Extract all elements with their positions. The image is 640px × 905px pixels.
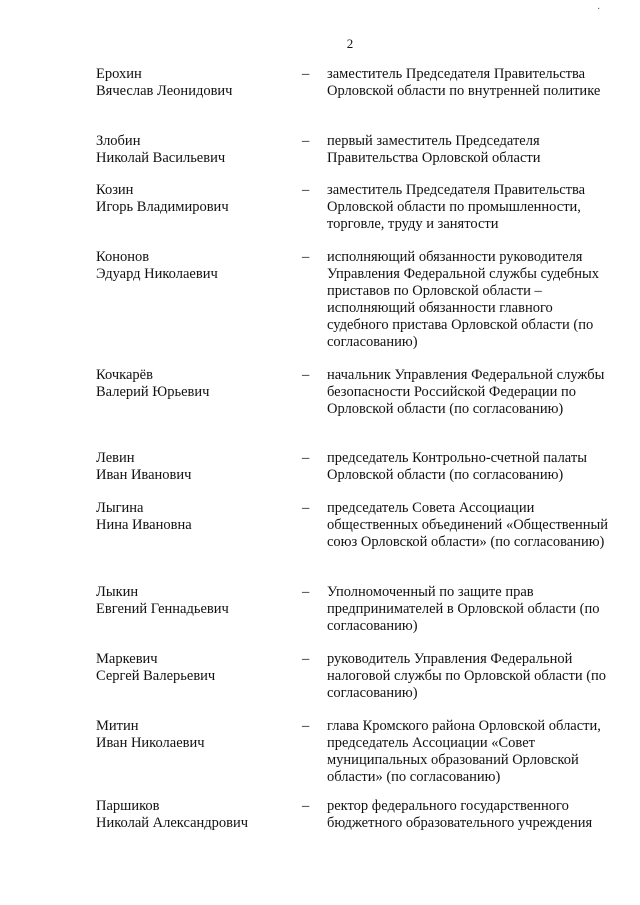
- separator-dash: –: [302, 718, 310, 734]
- member-name: [96, 66, 296, 100]
- member-surname: Лыкин: [96, 584, 139, 600]
- member-position: исполняющий обязанности руководителя Управления Федеральной службы судебных приставов по Орловской области – исполняющий обязанности главного судебного пристава Орловской области (по согласованию): [327, 249, 599, 350]
- member-given-names: Вячеслав Леонидович: [96, 83, 233, 99]
- member-name: [96, 500, 296, 534]
- member-given-names: Нина Ивановна: [96, 517, 192, 533]
- member-name: [96, 133, 296, 167]
- page-number: 2: [346, 36, 354, 51]
- separator-dash: –: [302, 66, 310, 82]
- member-given-names: Николай Васильевич: [96, 150, 226, 166]
- member-position: заместитель Председателя Правительства Орловской области по внутренней политике: [327, 66, 601, 99]
- separator-dash: –: [302, 182, 310, 198]
- member-name: [96, 798, 296, 832]
- separator-dash: –: [302, 584, 310, 600]
- member-position: руководитель Управления Федеральной налоговой службы по Орловской области (по согласованию): [327, 651, 607, 701]
- member-name: [96, 584, 296, 618]
- member-surname: Злобин: [96, 133, 141, 149]
- member-surname: Кононов: [96, 249, 150, 265]
- member-name: [96, 249, 296, 283]
- member-position: глава Кромского района Орловской области, председатель Ассоциации «Совет муниципальных образований Орловской области» (по согласованию): [327, 718, 601, 785]
- member-position: заместитель Председателя Правительства Орловской области по промышленности, торговле, труду и занятости: [327, 182, 586, 232]
- member-surname: Лыгина: [96, 500, 144, 516]
- member-position: ректор федерального государственного бюджетного образовательного учреждения: [327, 798, 593, 831]
- member-position: председатель Контрольно-счетной палаты Орловской области (по согласованию): [327, 450, 587, 483]
- member-surname: Паршиков: [96, 798, 160, 814]
- separator-dash: –: [302, 249, 310, 265]
- member-given-names: Эдуард Николаевич: [96, 266, 218, 282]
- member-name: [96, 367, 296, 401]
- member-surname: Кочкарёв: [96, 367, 153, 383]
- member-position: первый заместитель Председателя Правительства Орловской области: [327, 133, 541, 166]
- member-surname: Митин: [96, 718, 139, 734]
- member-name: [96, 651, 296, 685]
- member-surname: Левин: [96, 450, 135, 466]
- corner-mark: ·: [597, 4, 601, 15]
- separator-dash: –: [302, 367, 310, 383]
- separator-dash: –: [302, 798, 310, 814]
- member-given-names: Иван Иванович: [96, 467, 192, 483]
- member-given-names: Иван Николаевич: [96, 735, 205, 751]
- member-given-names: Сергей Валерьевич: [96, 668, 216, 684]
- member-given-names: Николай Александрович: [96, 815, 249, 831]
- member-name: [96, 718, 296, 752]
- member-position: председатель Совета Ассоциации общественных объединений «Общественный союз Орловской области» (по согласованию): [327, 500, 608, 550]
- member-name: [96, 182, 296, 216]
- member-name: [96, 450, 296, 484]
- member-surname: Маркевич: [96, 651, 158, 667]
- separator-dash: –: [302, 133, 310, 149]
- member-given-names: Валерий Юрьевич: [96, 384, 210, 400]
- member-position: начальник Управления Федеральной службы безопасности Российской Федерации по Орловской области (по согласованию): [327, 367, 605, 417]
- separator-dash: –: [302, 651, 310, 667]
- separator-dash: –: [302, 450, 310, 466]
- member-given-names: Игорь Владимирович: [96, 199, 229, 215]
- member-given-names: Евгений Геннадьевич: [96, 601, 229, 617]
- member-surname: Козин: [96, 182, 134, 198]
- member-surname: Ерохин: [96, 66, 142, 82]
- member-position: Уполномоченный по защите прав предпринимателей в Орловской области (по согласованию): [327, 584, 600, 634]
- separator-dash: –: [302, 500, 310, 516]
